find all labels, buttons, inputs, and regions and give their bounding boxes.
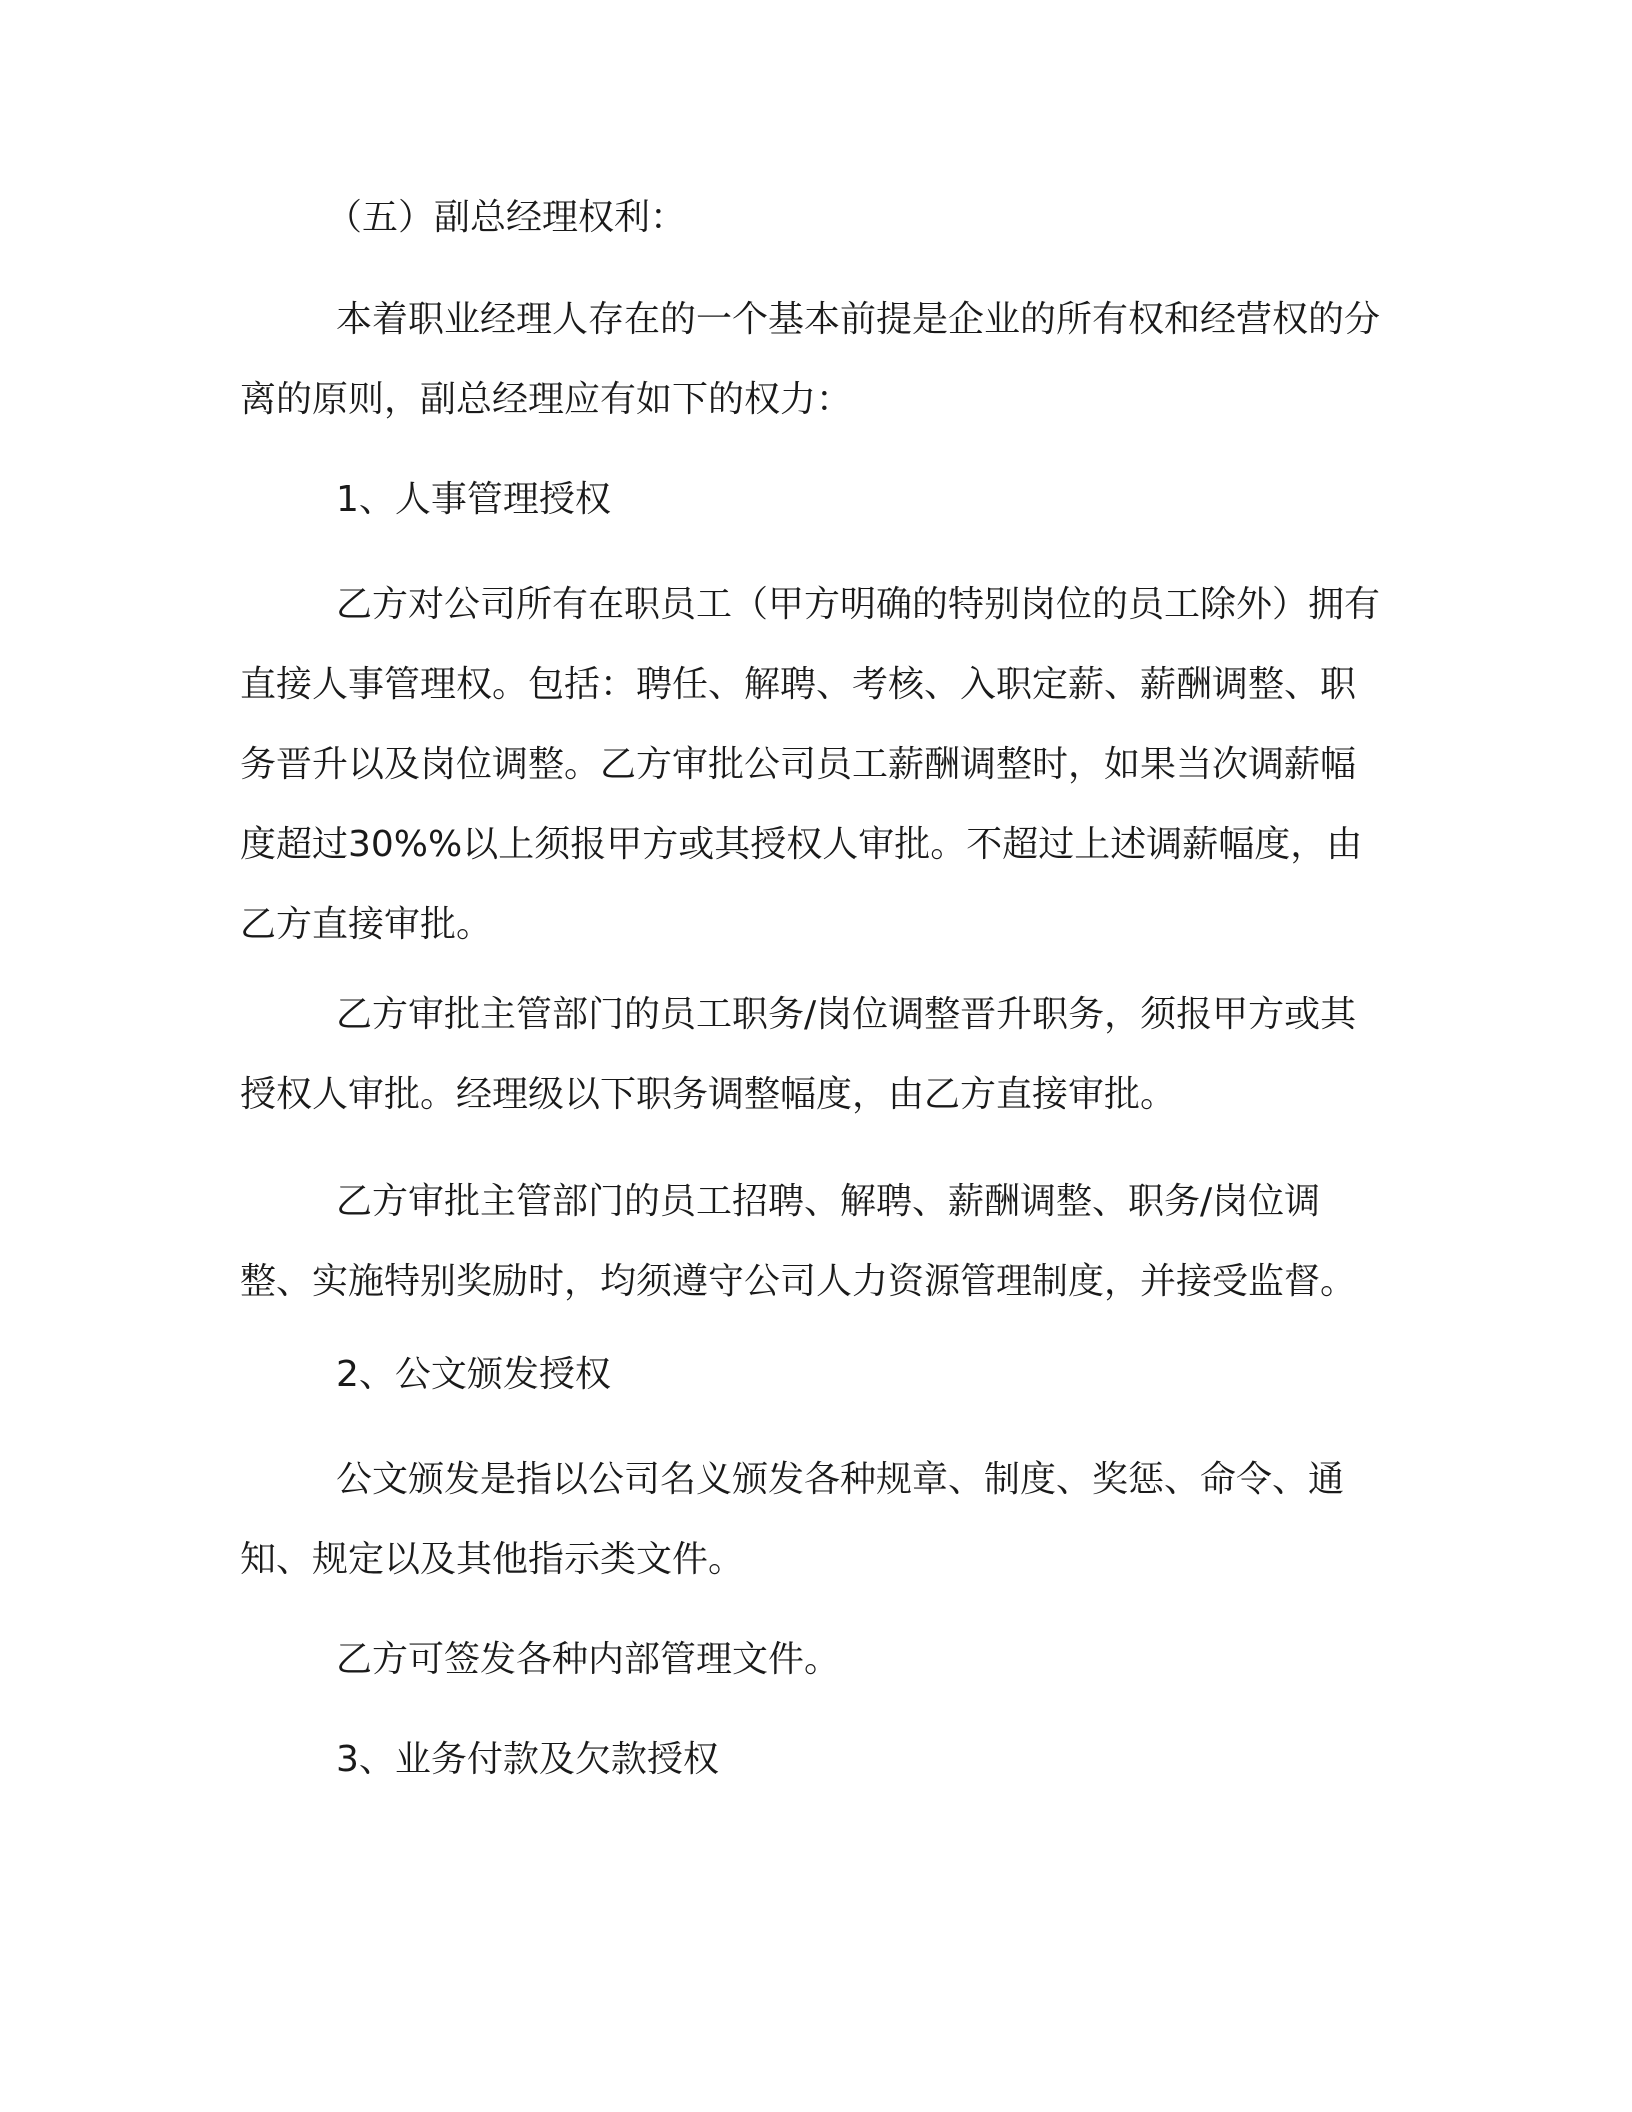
internal-documents-paragraph: 乙方可签发各种内部管理文件。 [336,1639,841,1680]
personnel-paragraph: 乙方对公司所有在职员工（甲方明确的特别岗位的员工除外）拥有直接人事管理权。包括：聘任、解聘、考核、入职定薪、薪酬调整、职务晋升以及岗位调整。乙方审批公司员工薪酬调整时，如果当次调薪幅度超过30%%以上须报甲方或其授权人审批。不超过上述调薪幅度，由乙方直接审批。 [240,584,1381,945]
item-heading-documents: 2、公文颁发授权 [336,1354,611,1395]
position-adjustment-paragraph: 乙方审批主管部门的员工职务/岗位调整晋升职务，须报甲方或其授权人审批。经理级以下职务调整幅度，由乙方直接审批。 [240,994,1357,1115]
hr-compliance-paragraph: 乙方审批主管部门的员工招聘、解聘、薪酬调整、职务/岗位调整、实施特别奖励时，均须遵守公司人力资源管理制度，并接受监督。 [240,1181,1357,1302]
item-heading-personnel: 1、人事管理授权 [336,479,611,520]
documents-paragraph: 公文颁发是指以公司名义颁发各种规章、制度、奖惩、命令、通知、规定以及其他指示类文件。 [240,1459,1345,1580]
section-title: （五）副总经理权利： [326,197,687,238]
intro-paragraph: 本着职业经理人存在的一个基本前提是企业的所有权和经营权的分离的原则，副总经理应有如下的权力： [240,299,1381,420]
item-heading-payments: 3、业务付款及欠款授权 [336,1739,719,1780]
